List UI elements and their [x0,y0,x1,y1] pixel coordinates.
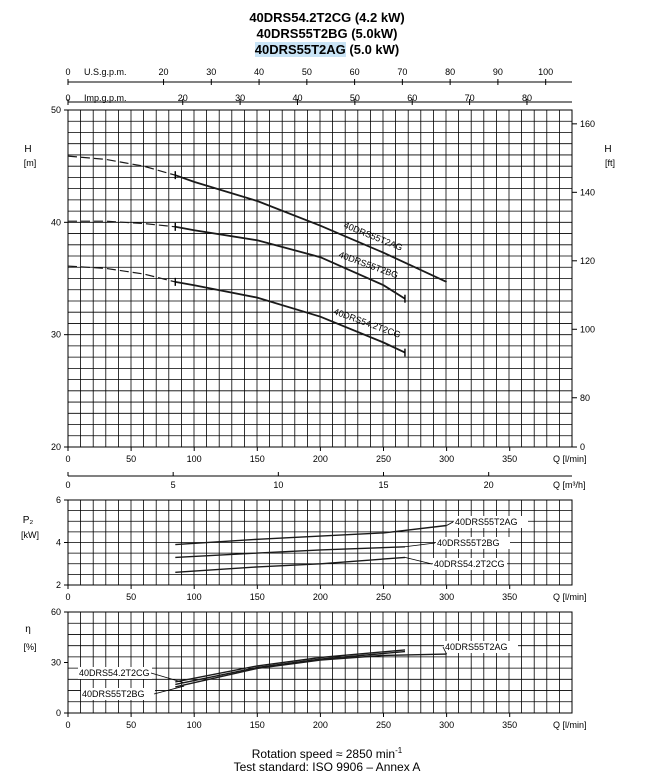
head-y2-label: H [604,144,612,155]
power-y-label: P₂ [22,515,34,526]
head-xtick-label: 150 [249,454,265,464]
power-curve-label-40DRS55T2BG: 40DRS55T2BG [437,538,500,548]
title-model-3-highlighted: 40DRS55T2AG [254,42,346,57]
title-model-2: 40DRS55T2BG [256,26,348,41]
rotation-speed-exponent: -1 [395,746,403,755]
head-ytick-label: 30 [50,329,61,340]
head-xtick-label: 100 [186,454,202,464]
eff-xtick-label: 250 [375,720,392,730]
head-curve-label-40DRS54.2T2CG: 40DRS54.2T2CG [332,306,403,340]
us-gpm-tick-label: 70 [397,67,408,77]
imp-gpm-tick-label: 80 [521,93,532,103]
head-ft-tick-label: 120 [580,255,596,266]
head-xlabel: Q [l/min] [553,454,587,464]
eff-curve-label-40DRS55T2BG: 40DRS55T2BG [82,689,145,699]
power-ytick-label: 4 [55,537,61,548]
head-curve-label-40DRS55T2BG: 40DRS55T2BG [337,249,400,281]
m3h-tick-label: 0 [65,480,71,490]
eff-xtick-label: 100 [186,720,202,730]
imp-gpm-tick-label: 60 [407,93,418,103]
title-power-2: (5.0kW) [351,26,398,41]
head-y-unit: [m] [23,158,37,168]
power-ytick-label: 6 [55,495,61,505]
head-ytick-label: 20 [50,442,61,452]
imp-gpm-tick-label: 20 [177,93,188,103]
head-ft-tick-label: 0 [580,442,586,452]
head-ytick-label: 40 [50,217,61,228]
us-gpm-tick-label: 90 [492,67,503,77]
power-curve-40DRS55T2AG [175,526,446,545]
imp-gpm-label: Imp.g.p.m. [84,93,127,103]
eff-ytick-label: 30 [50,657,61,668]
head-xtick-label: 200 [312,454,328,464]
m3h-tick-label: 5 [170,480,176,490]
eff-y-label: η [25,624,31,635]
head-y-label: H [24,144,32,155]
eff-curve-label-40DRS55T2AG: 40DRS55T2AG [445,642,508,652]
power-y-unit: [kW] [21,530,39,540]
eff-xtick-label: 150 [249,720,265,730]
head-xtick-label: 300 [439,454,455,464]
power-xlabel: Q [l/min] [553,592,587,602]
eff-y-unit: [%] [23,642,37,652]
title-power-3: (5.0 kW) [349,42,400,57]
us-gpm-tick-label: 40 [254,67,265,77]
head-xtick-label: 250 [375,454,392,464]
us-gpm-tick-label: 80 [445,67,456,77]
title-model-1: 40DRS54.2T2CG [249,10,352,25]
m3h-label: Q [m³/h] [553,480,586,490]
eff-ytick-label: 60 [50,607,61,617]
head-ft-tick-label: 100 [580,324,596,335]
title-power-1: (4.2 kW) [354,10,405,25]
power-xtick-label: 300 [439,592,455,602]
us-gpm-tick-label: 100 [538,67,554,77]
us-gpm-tick-label: 0 [65,67,71,77]
power-xtick-label: 350 [502,592,518,602]
rotation-speed-text: Rotation speed ≈ 2850 min [251,747,396,761]
power-xtick-label: 150 [249,592,265,602]
power-xtick-label: 100 [186,592,202,602]
eff-xtick-label: 350 [502,720,518,730]
imp-gpm-tick-label: 70 [464,93,475,103]
head-curve-label-40DRS55T2AG: 40DRS55T2AG [342,219,405,253]
eff-xtick-label: 50 [126,720,137,730]
imp-gpm-tick-label: 50 [349,93,360,103]
power-xtick-label: 50 [126,592,137,602]
eff-xtick-label: 300 [439,720,455,730]
head-xtick-label: 0 [65,454,71,464]
m3h-tick-label: 20 [483,480,494,490]
eff-xlabel: Q [l/min] [553,720,587,730]
power-xtick-label: 250 [375,592,392,602]
m3h-tick-label: 10 [273,480,284,490]
power-xtick-label: 200 [312,592,328,602]
head-ft-tick-label: 140 [580,187,596,198]
power-leader [405,543,435,547]
us-gpm-tick-label: 20 [158,67,169,77]
test-standard: Test standard: ISO 9906 – Annex A [233,760,421,774]
power-leader [447,522,453,526]
m3h-tick-label: 15 [378,480,389,490]
us-gpm-tick-label: 30 [206,67,217,77]
us-gpm-label: U.S.g.p.m. [84,67,127,77]
power-curve-label-40DRS54.2T2CG: 40DRS54.2T2CG [434,559,505,569]
imp-gpm-tick-label: 40 [292,93,303,103]
power-curve-label-40DRS55T2AG: 40DRS55T2AG [455,517,518,527]
eff-xtick-label: 200 [312,720,328,730]
head-xtick-label: 350 [502,454,518,464]
eff-ytick-label: 0 [55,708,61,718]
head-curve-dashed-40DRS55T2AG [68,156,175,175]
head-y2-unit: [ft] [604,158,616,168]
power-leader [405,557,432,564]
us-gpm-tick-label: 60 [349,67,360,77]
head-ytick-label: 50 [50,105,61,115]
eff-xtick-label: 0 [65,720,71,730]
imp-gpm-tick-label: 0 [65,93,71,103]
imp-gpm-tick-label: 30 [235,93,246,103]
eff-curve-label-40DRS54.2T2CG: 40DRS54.2T2CG [79,668,150,678]
head-xtick-label: 50 [126,454,137,464]
head-ft-tick-label: 80 [580,392,591,403]
power-ytick-label: 2 [55,580,61,590]
us-gpm-tick-label: 50 [301,67,312,77]
head-curve-40DRS55T2AG [175,175,446,282]
head-curve-dashed-40DRS54.2T2CG [68,266,175,282]
head-ft-tick-label: 160 [580,118,596,129]
power-xtick-label: 0 [65,592,71,602]
